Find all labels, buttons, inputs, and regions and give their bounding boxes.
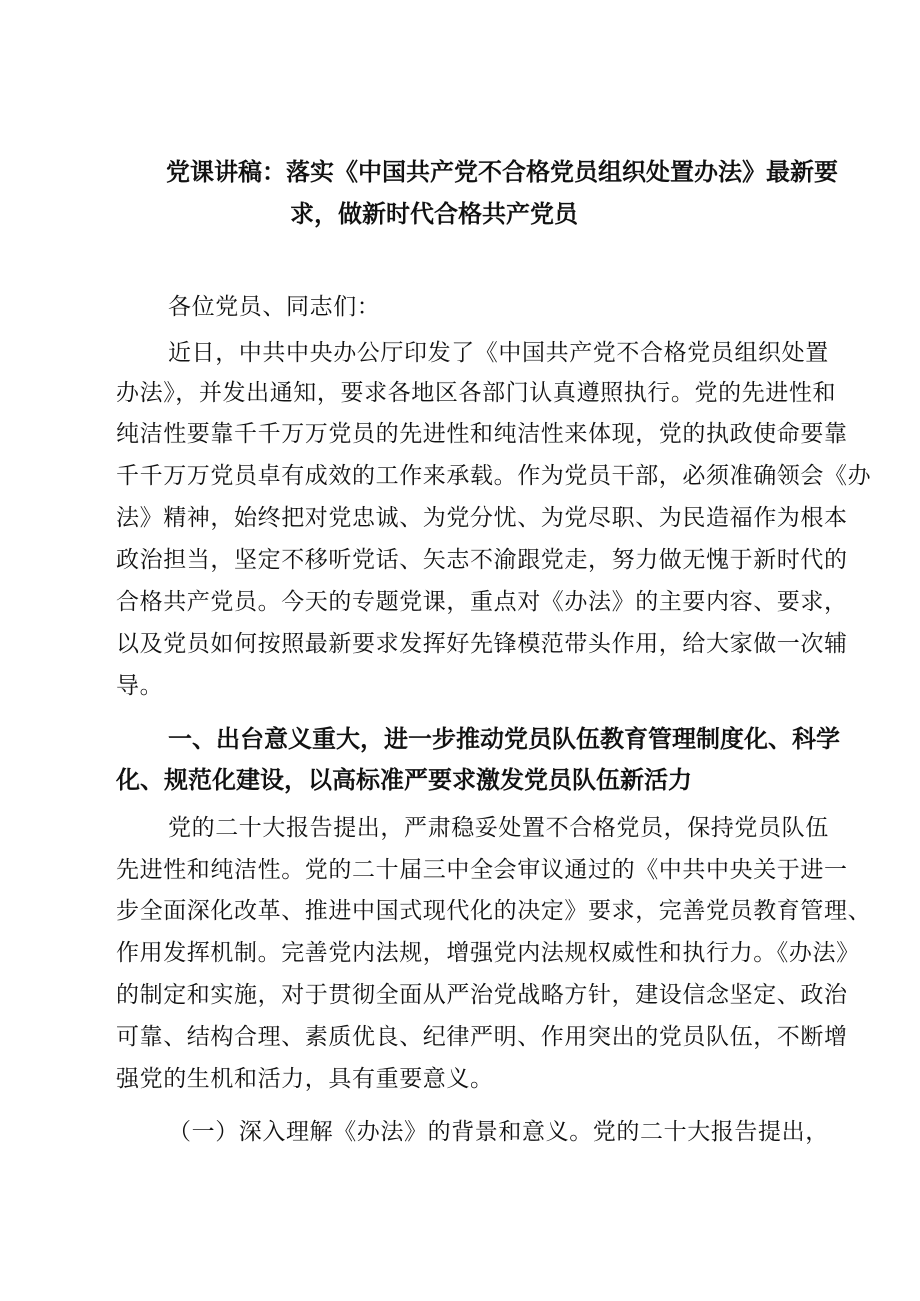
section-1-line-7: 强党的生机和活力，具有重要意义。: [116, 1066, 494, 1092]
intro-line-2: 办法》，并发出通知，要求各地区各部门认真遵照执行。党的先进性和: [116, 380, 837, 406]
section-1-heading-line-1: 一、出台意义重大，进一步推动党员队伍教育管理制度化、科学: [168, 725, 840, 753]
section-1-heading-line-2: 化、规范化建设，以高标准严要求激发党员队伍新活力: [116, 766, 692, 794]
intro-line-3: 纯洁性要靠千千万万党员的先进性和纯洁性来体现，党的执政使命要靠: [116, 421, 848, 447]
intro-line-7: 合格共产党员。今天的专题党课，重点对《办法》的主要内容、要求，: [116, 589, 848, 615]
section-1-line-5: 的制定和实施，对于贯彻全面从严治党战略方针，建设信念坚定、政治: [116, 982, 848, 1008]
section-1-line-2: 先进性和纯洁性。党的二十届三中全会审议通过的《中共中央关于进一: [116, 857, 848, 883]
section-1-line-1: 党的二十大报告提出，严肃稳妥处置不合格党员，保持党员队伍: [168, 815, 829, 841]
section-1-line-3: 步全面深化改革、推进中国式现代化的决定》要求，完善党员教育管理、: [116, 898, 872, 924]
intro-line-9: 导。: [116, 673, 164, 699]
document-title-line-2: 求，做新时代合格共产党员: [290, 200, 578, 228]
section-1-line-4: 作用发挥机制。完善党内法规，增强党内法规权威性和执行力。《办法》: [116, 940, 860, 966]
intro-line-5: 法》精神，始终把对党忠诚、为党分忧、为党尽职、为民造福作为根本: [116, 505, 848, 531]
section-1-line-6: 可靠、结构合理、素质优良、纪律严明、作用突出的党员队伍，不断增: [116, 1024, 848, 1050]
intro-line-6: 政治担当，坚定不移听党话、矢志不渝跟党走，努力做无愧于新时代的: [116, 547, 848, 573]
intro-line-1: 近日，中共中央办公厅印发了《中国共产党不合格党员组织处置: [168, 340, 829, 366]
document-title-line-1: 党课讲稿：落实《中国共产党不合格党员组织处置办法》最新要: [166, 158, 838, 186]
subsection-1-start: （一）深入理解《办法》的背景和意义。党的二十大报告提出，: [168, 1119, 829, 1145]
salutation: 各位党员、同志们：: [168, 294, 381, 320]
intro-line-8: 以及党员如何按照最新要求发挥好先锋模范带头作用，给大家做一次辅: [116, 631, 848, 657]
intro-line-4: 千千万万党员卓有成效的工作来承载。作为党员干部，必须准确领会《办: [116, 463, 872, 489]
